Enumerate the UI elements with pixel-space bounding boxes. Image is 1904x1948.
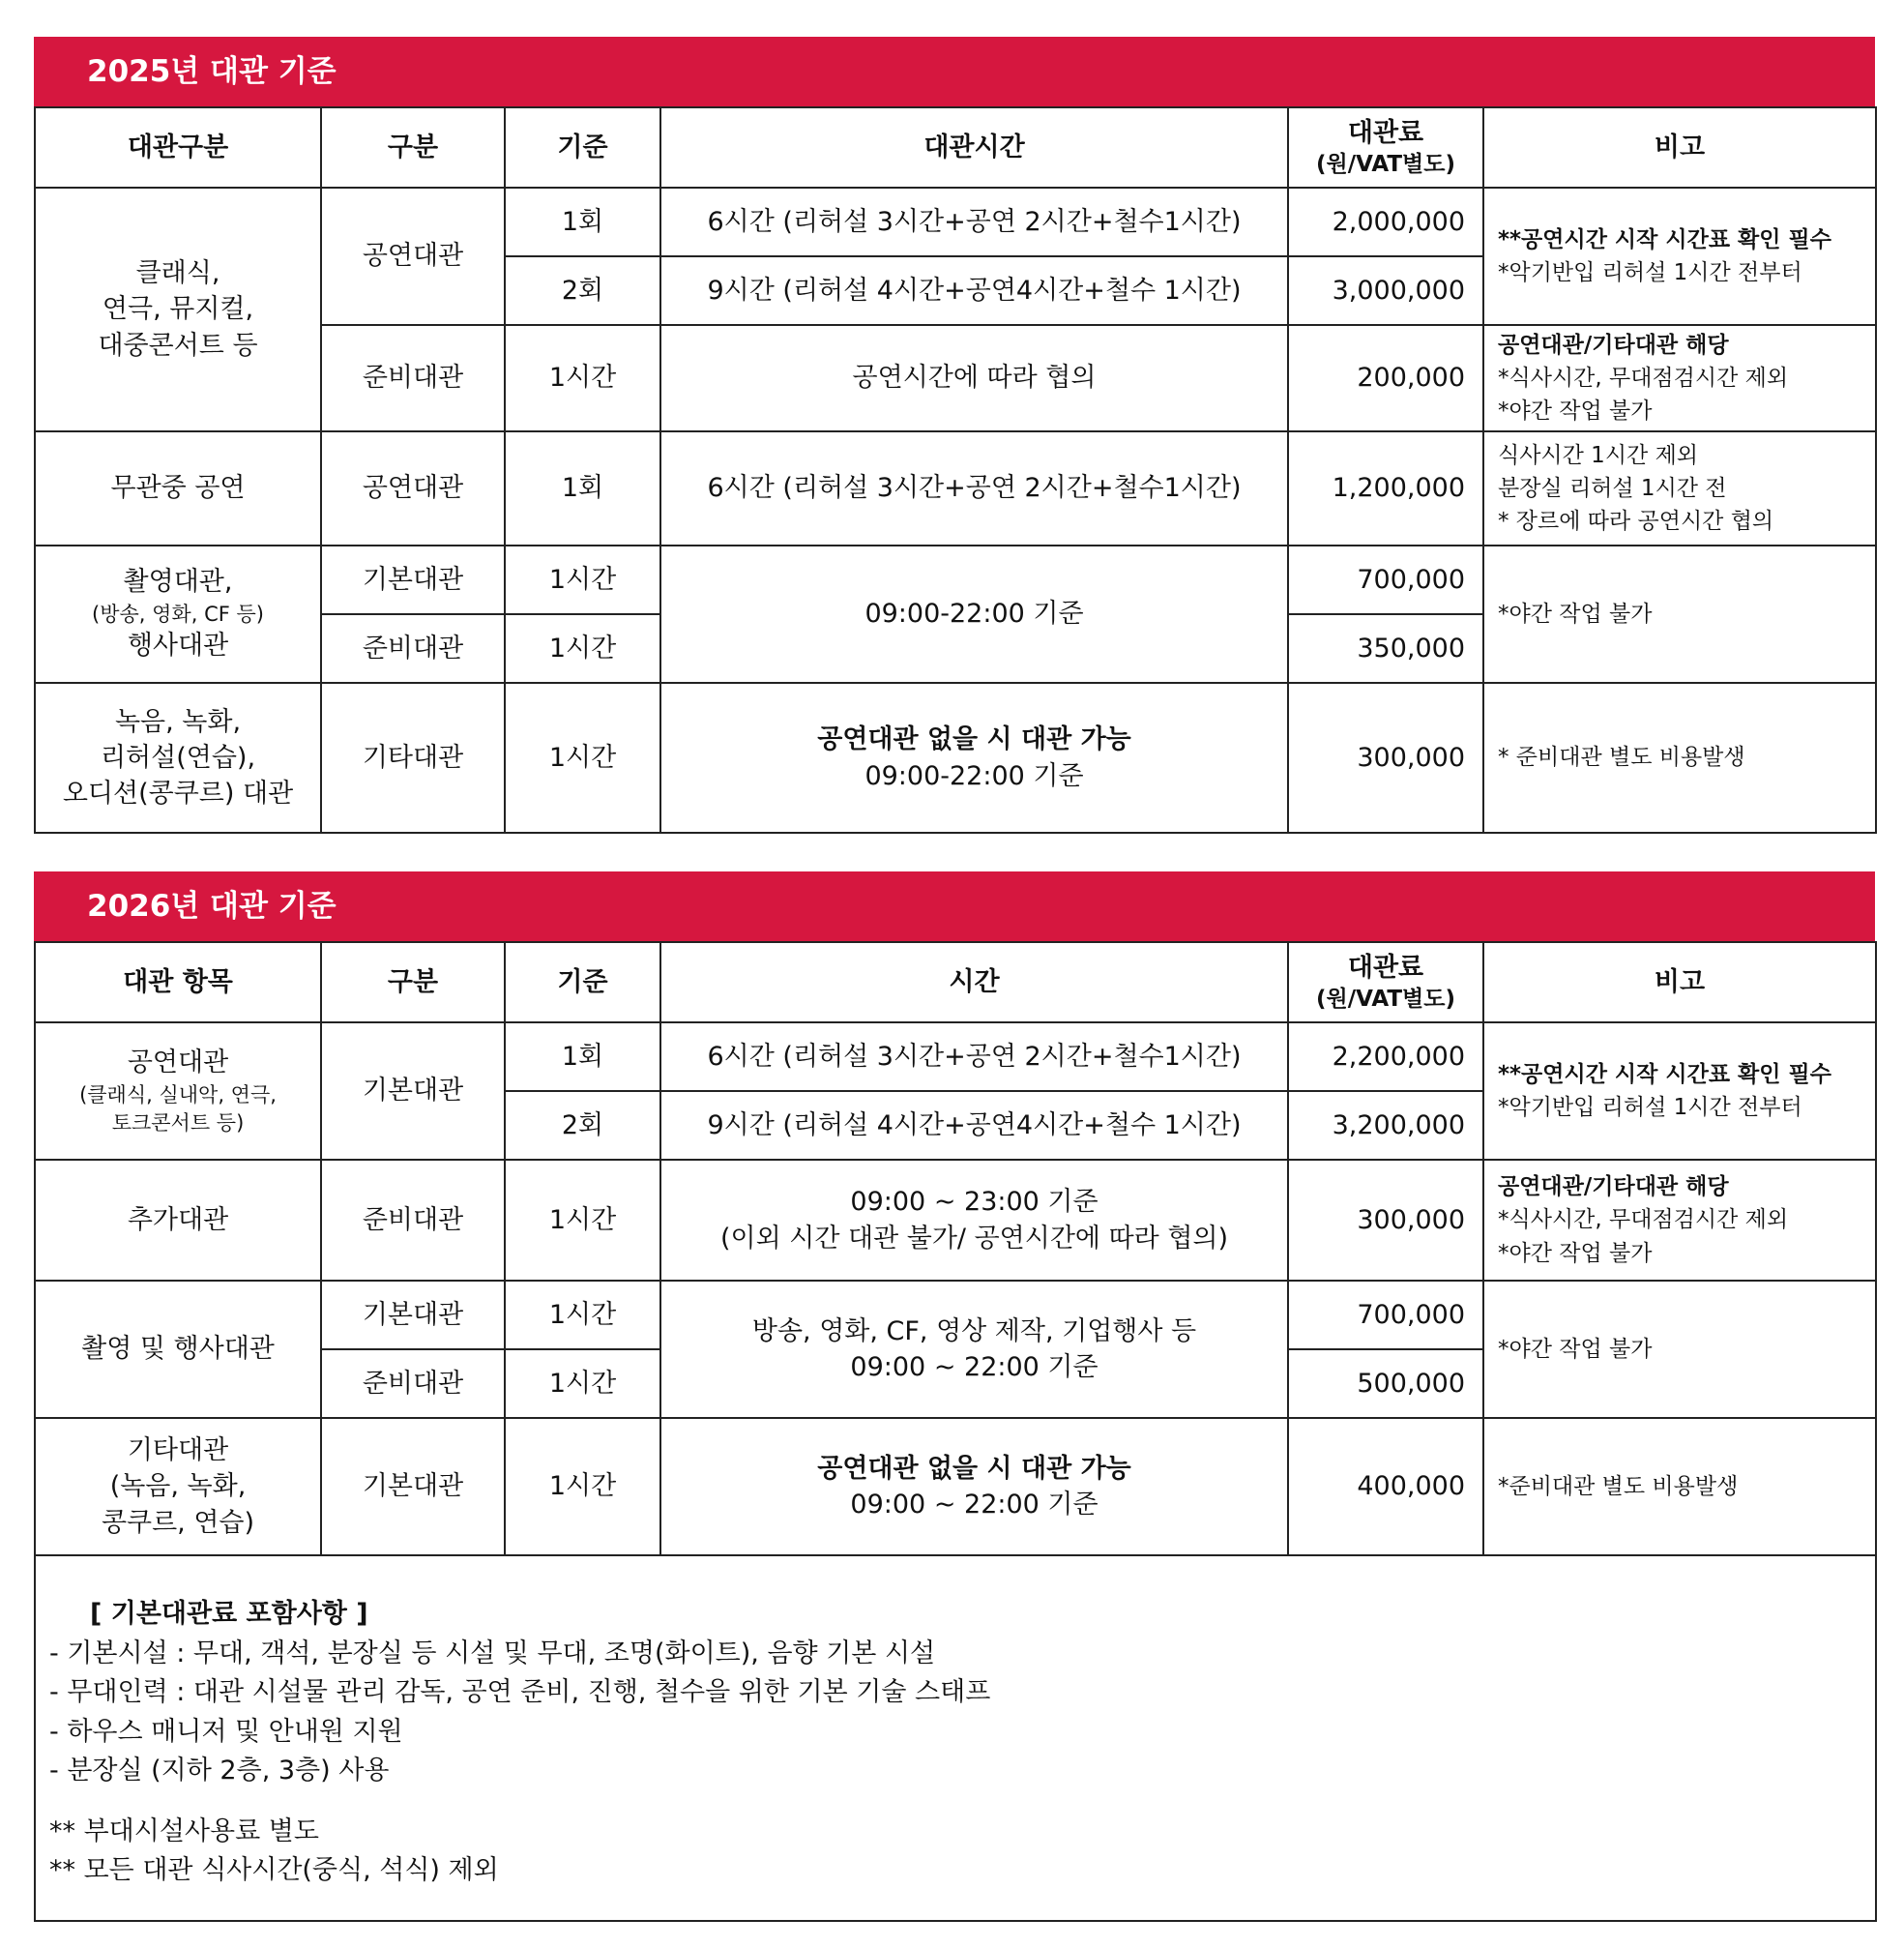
spacer xyxy=(49,1791,1861,1813)
note-line: *식사시간, 무대점검시간 제외 xyxy=(1498,1207,1789,1233)
note-cell xyxy=(1483,325,1876,431)
section-title-2026: 2026년 대관 기준 xyxy=(34,871,1875,941)
header-fee xyxy=(1288,942,1483,1022)
fee-cell: 700,000 xyxy=(1288,546,1483,614)
category-line: 공연대관 xyxy=(127,1048,229,1078)
note-cell xyxy=(1483,1022,1876,1160)
section-2026 xyxy=(34,871,1875,1922)
basis-cell: 2회 xyxy=(505,256,660,325)
category-line: 리허설(연습), xyxy=(100,742,256,773)
time-cell: 6시간 (리허설 3시간+공연 2시간+철수1시간) xyxy=(660,1022,1288,1091)
note-line: *악기반입 리허설 1시간 전부터 xyxy=(1498,260,1802,285)
category-line: 행사대관 xyxy=(127,631,229,662)
note-cell: * 준비대관 별도 비용발생 xyxy=(1483,683,1876,833)
header-fee-unit: (원/VAT별도) xyxy=(1315,987,1456,1013)
table-row xyxy=(35,1418,1876,1555)
basis-cell: 1시간 xyxy=(505,614,660,683)
time-bold-line: 공연대관 없을 시 대관 가능 xyxy=(817,724,1131,755)
category-line: (녹음, 녹화, xyxy=(109,1471,247,1502)
category-line: 오디션(콩쿠르) 대관 xyxy=(62,779,294,810)
category-cell-other xyxy=(35,1418,321,1555)
included-item: - 하우스 매니저 및 안내원 지원 xyxy=(49,1716,403,1747)
rental-table-2026 xyxy=(34,941,1877,1922)
header-basis: 기준 xyxy=(505,107,660,188)
type-cell: 기본대관 xyxy=(321,1281,505,1349)
time-cell xyxy=(660,1418,1288,1555)
table-row xyxy=(35,1022,1876,1091)
header-note: 비고 xyxy=(1483,942,1876,1022)
category-cell-extra: 추가대관 xyxy=(35,1160,321,1281)
time-bold-line: 공연대관 없을 시 대관 가능 xyxy=(817,1453,1131,1484)
note-line: 분장실 리허설 1시간 전 xyxy=(1498,475,1727,501)
basis-cell: 2회 xyxy=(505,1091,660,1160)
fee-cell: 350,000 xyxy=(1288,614,1483,683)
table-header-row xyxy=(35,942,1876,1022)
time-line: 09:00-22:00 기준 xyxy=(864,760,1084,791)
section-title-2025: 2025년 대관 기준 xyxy=(34,37,1875,106)
included-items-title: [ 기본대관료 포함사항 ] xyxy=(90,1599,368,1629)
header-note: 비고 xyxy=(1483,107,1876,188)
rental-table-2025 xyxy=(34,106,1877,834)
time-cell: 공연시간에 따라 협의 xyxy=(660,325,1288,431)
included-items-box xyxy=(35,1555,1876,1921)
table-row xyxy=(35,188,1876,256)
note-cell: *야간 작업 불가 xyxy=(1483,1281,1876,1418)
fee-cell: 1,200,000 xyxy=(1288,431,1483,546)
type-cell: 준비대관 xyxy=(321,614,505,683)
footnote: ** 부대시설사용료 별도 xyxy=(49,1815,319,1846)
header-fee xyxy=(1288,107,1483,188)
header-fee-label: 대관료 xyxy=(1347,952,1424,983)
type-cell: 공연대관 xyxy=(321,188,505,325)
basis-cell: 1회 xyxy=(505,1022,660,1091)
note-line: *야간 작업 불가 xyxy=(1498,1240,1653,1266)
note-cell xyxy=(1483,1160,1876,1281)
fee-cell: 300,000 xyxy=(1288,1160,1483,1281)
note-bold-line: **공연시간 시작 시간표 확인 필수 xyxy=(1498,1061,1831,1087)
type-cell: 기본대관 xyxy=(321,546,505,614)
category-line: 기타대관 xyxy=(127,1435,229,1466)
category-line: 콩쿠르, 연습) xyxy=(101,1507,255,1538)
fee-cell: 500,000 xyxy=(1288,1349,1483,1418)
category-line: 녹음, 녹화, xyxy=(114,706,242,737)
category-cell-classic xyxy=(35,188,321,431)
fee-cell: 300,000 xyxy=(1288,683,1483,833)
category-cell-filming: 촬영 및 행사대관 xyxy=(35,1281,321,1418)
included-item: - 무대인력 : 대관 시설물 관리 감독, 공연 준비, 진행, 철수을 위한 기본 기술 스태프 xyxy=(49,1677,991,1707)
basis-cell: 1시간 xyxy=(505,1349,660,1418)
time-line: 09:00 ~ 22:00 기준 xyxy=(850,1490,1098,1520)
header-type: 구분 xyxy=(321,942,505,1022)
type-cell: 공연대관 xyxy=(321,431,505,546)
note-cell xyxy=(1483,431,1876,546)
table-row xyxy=(35,683,1876,833)
category-cell-perf xyxy=(35,1022,321,1160)
table-row xyxy=(35,1281,1876,1349)
header-time: 시간 xyxy=(660,942,1288,1022)
table-row xyxy=(35,1160,1876,1281)
category-cell-recording xyxy=(35,683,321,833)
category-line: 연극, 뮤지컬, xyxy=(102,294,254,325)
note-bold-line: 공연대관/기타대관 해당 xyxy=(1498,1174,1729,1200)
table-header-row xyxy=(35,107,1876,188)
category-cell-free: 무관중 공연 xyxy=(35,431,321,546)
category-line: 대중콘서트 등 xyxy=(98,330,258,361)
included-item: - 기본시설 : 무대, 객석, 분장실 등 시설 및 무대, 조명(화이트), 음향 기본 시설 xyxy=(49,1638,936,1668)
note-line: *식사시간, 무대점검시간 제외 xyxy=(1498,365,1789,391)
category-cell-filming xyxy=(35,546,321,683)
footnote: ** 모든 대관 식사시간(중식, 석식) 제외 xyxy=(49,1855,499,1885)
time-cell: 6시간 (리허설 3시간+공연 2시간+철수1시간) xyxy=(660,431,1288,546)
type-cell: 준비대관 xyxy=(321,1160,505,1281)
category-line: 촬영대관, xyxy=(123,567,233,598)
note-line: * 장르에 따라 공연시간 협의 xyxy=(1498,509,1774,535)
included-item: - 분장실 (지하 2층, 3층) 사용 xyxy=(49,1756,390,1786)
fee-cell: 2,000,000 xyxy=(1288,188,1483,256)
type-cell: 준비대관 xyxy=(321,325,505,431)
header-fee-label: 대관료 xyxy=(1347,117,1424,148)
category-small-line: (방송, 영화, CF 등) xyxy=(92,602,264,626)
header-time: 대관시간 xyxy=(660,107,1288,188)
type-cell: 기본대관 xyxy=(321,1418,505,1555)
time-cell xyxy=(660,1281,1288,1418)
table-row xyxy=(35,431,1876,546)
note-line: *야간 작업 불가 xyxy=(1498,398,1653,425)
fee-cell: 3,000,000 xyxy=(1288,256,1483,325)
time-cell: 6시간 (리허설 3시간+공연 2시간+철수1시간) xyxy=(660,188,1288,256)
fee-cell: 3,200,000 xyxy=(1288,1091,1483,1160)
note-bold-line: 공연대관/기타대관 해당 xyxy=(1498,332,1729,358)
header-category: 대관구분 xyxy=(35,107,321,188)
table-row xyxy=(35,546,1876,614)
category-small-line: 토크콘서트 등) xyxy=(111,1110,245,1135)
fee-cell: 200,000 xyxy=(1288,325,1483,431)
category-line: 클래식, xyxy=(135,258,220,289)
basis-cell: 1시간 xyxy=(505,1281,660,1349)
time-cell: 09:00-22:00 기준 xyxy=(660,546,1288,683)
time-cell xyxy=(660,1160,1288,1281)
category-small-line: (클래식, 실내악, 연극, xyxy=(79,1082,277,1107)
fee-cell: 700,000 xyxy=(1288,1281,1483,1349)
basis-cell: 1시간 xyxy=(505,325,660,431)
type-cell: 기타대관 xyxy=(321,683,505,833)
note-cell: *야간 작업 불가 xyxy=(1483,546,1876,683)
basis-cell: 1회 xyxy=(505,188,660,256)
note-line: 식사시간 1시간 제외 xyxy=(1498,442,1698,468)
time-cell xyxy=(660,683,1288,833)
note-bold-line: **공연시간 시작 시간표 확인 필수 xyxy=(1498,226,1831,252)
type-cell: 준비대관 xyxy=(321,1349,505,1418)
basis-cell: 1시간 xyxy=(505,683,660,833)
header-type: 구분 xyxy=(321,107,505,188)
time-line: (이외 시간 대관 불가/ 공연시간에 따라 협의) xyxy=(719,1223,1229,1254)
fee-cell: 2,200,000 xyxy=(1288,1022,1483,1091)
section-2025 xyxy=(34,37,1875,834)
header-fee-unit: (원/VAT별도) xyxy=(1315,152,1456,178)
basis-cell: 1시간 xyxy=(505,1418,660,1555)
info-row xyxy=(35,1555,1876,1921)
time-line: 09:00 ~ 22:00 기준 xyxy=(850,1352,1098,1382)
type-cell: 기본대관 xyxy=(321,1022,505,1160)
time-line: 방송, 영화, CF, 영상 제작, 기업행사 등 xyxy=(751,1315,1197,1346)
fee-cell: 400,000 xyxy=(1288,1418,1483,1555)
basis-cell: 1회 xyxy=(505,431,660,546)
time-cell: 9시간 (리허설 4시간+공연4시간+철수 1시간) xyxy=(660,256,1288,325)
header-category: 대관 항목 xyxy=(35,942,321,1022)
basis-cell: 1시간 xyxy=(505,1160,660,1281)
note-line: *악기반입 리허설 1시간 전부터 xyxy=(1498,1095,1802,1120)
time-line: 09:00 ~ 23:00 기준 xyxy=(850,1187,1098,1218)
time-cell: 9시간 (리허설 4시간+공연4시간+철수 1시간) xyxy=(660,1091,1288,1160)
basis-cell: 1시간 xyxy=(505,546,660,614)
note-cell xyxy=(1483,188,1876,325)
header-basis: 기준 xyxy=(505,942,660,1022)
note-cell: *준비대관 별도 비용발생 xyxy=(1483,1418,1876,1555)
